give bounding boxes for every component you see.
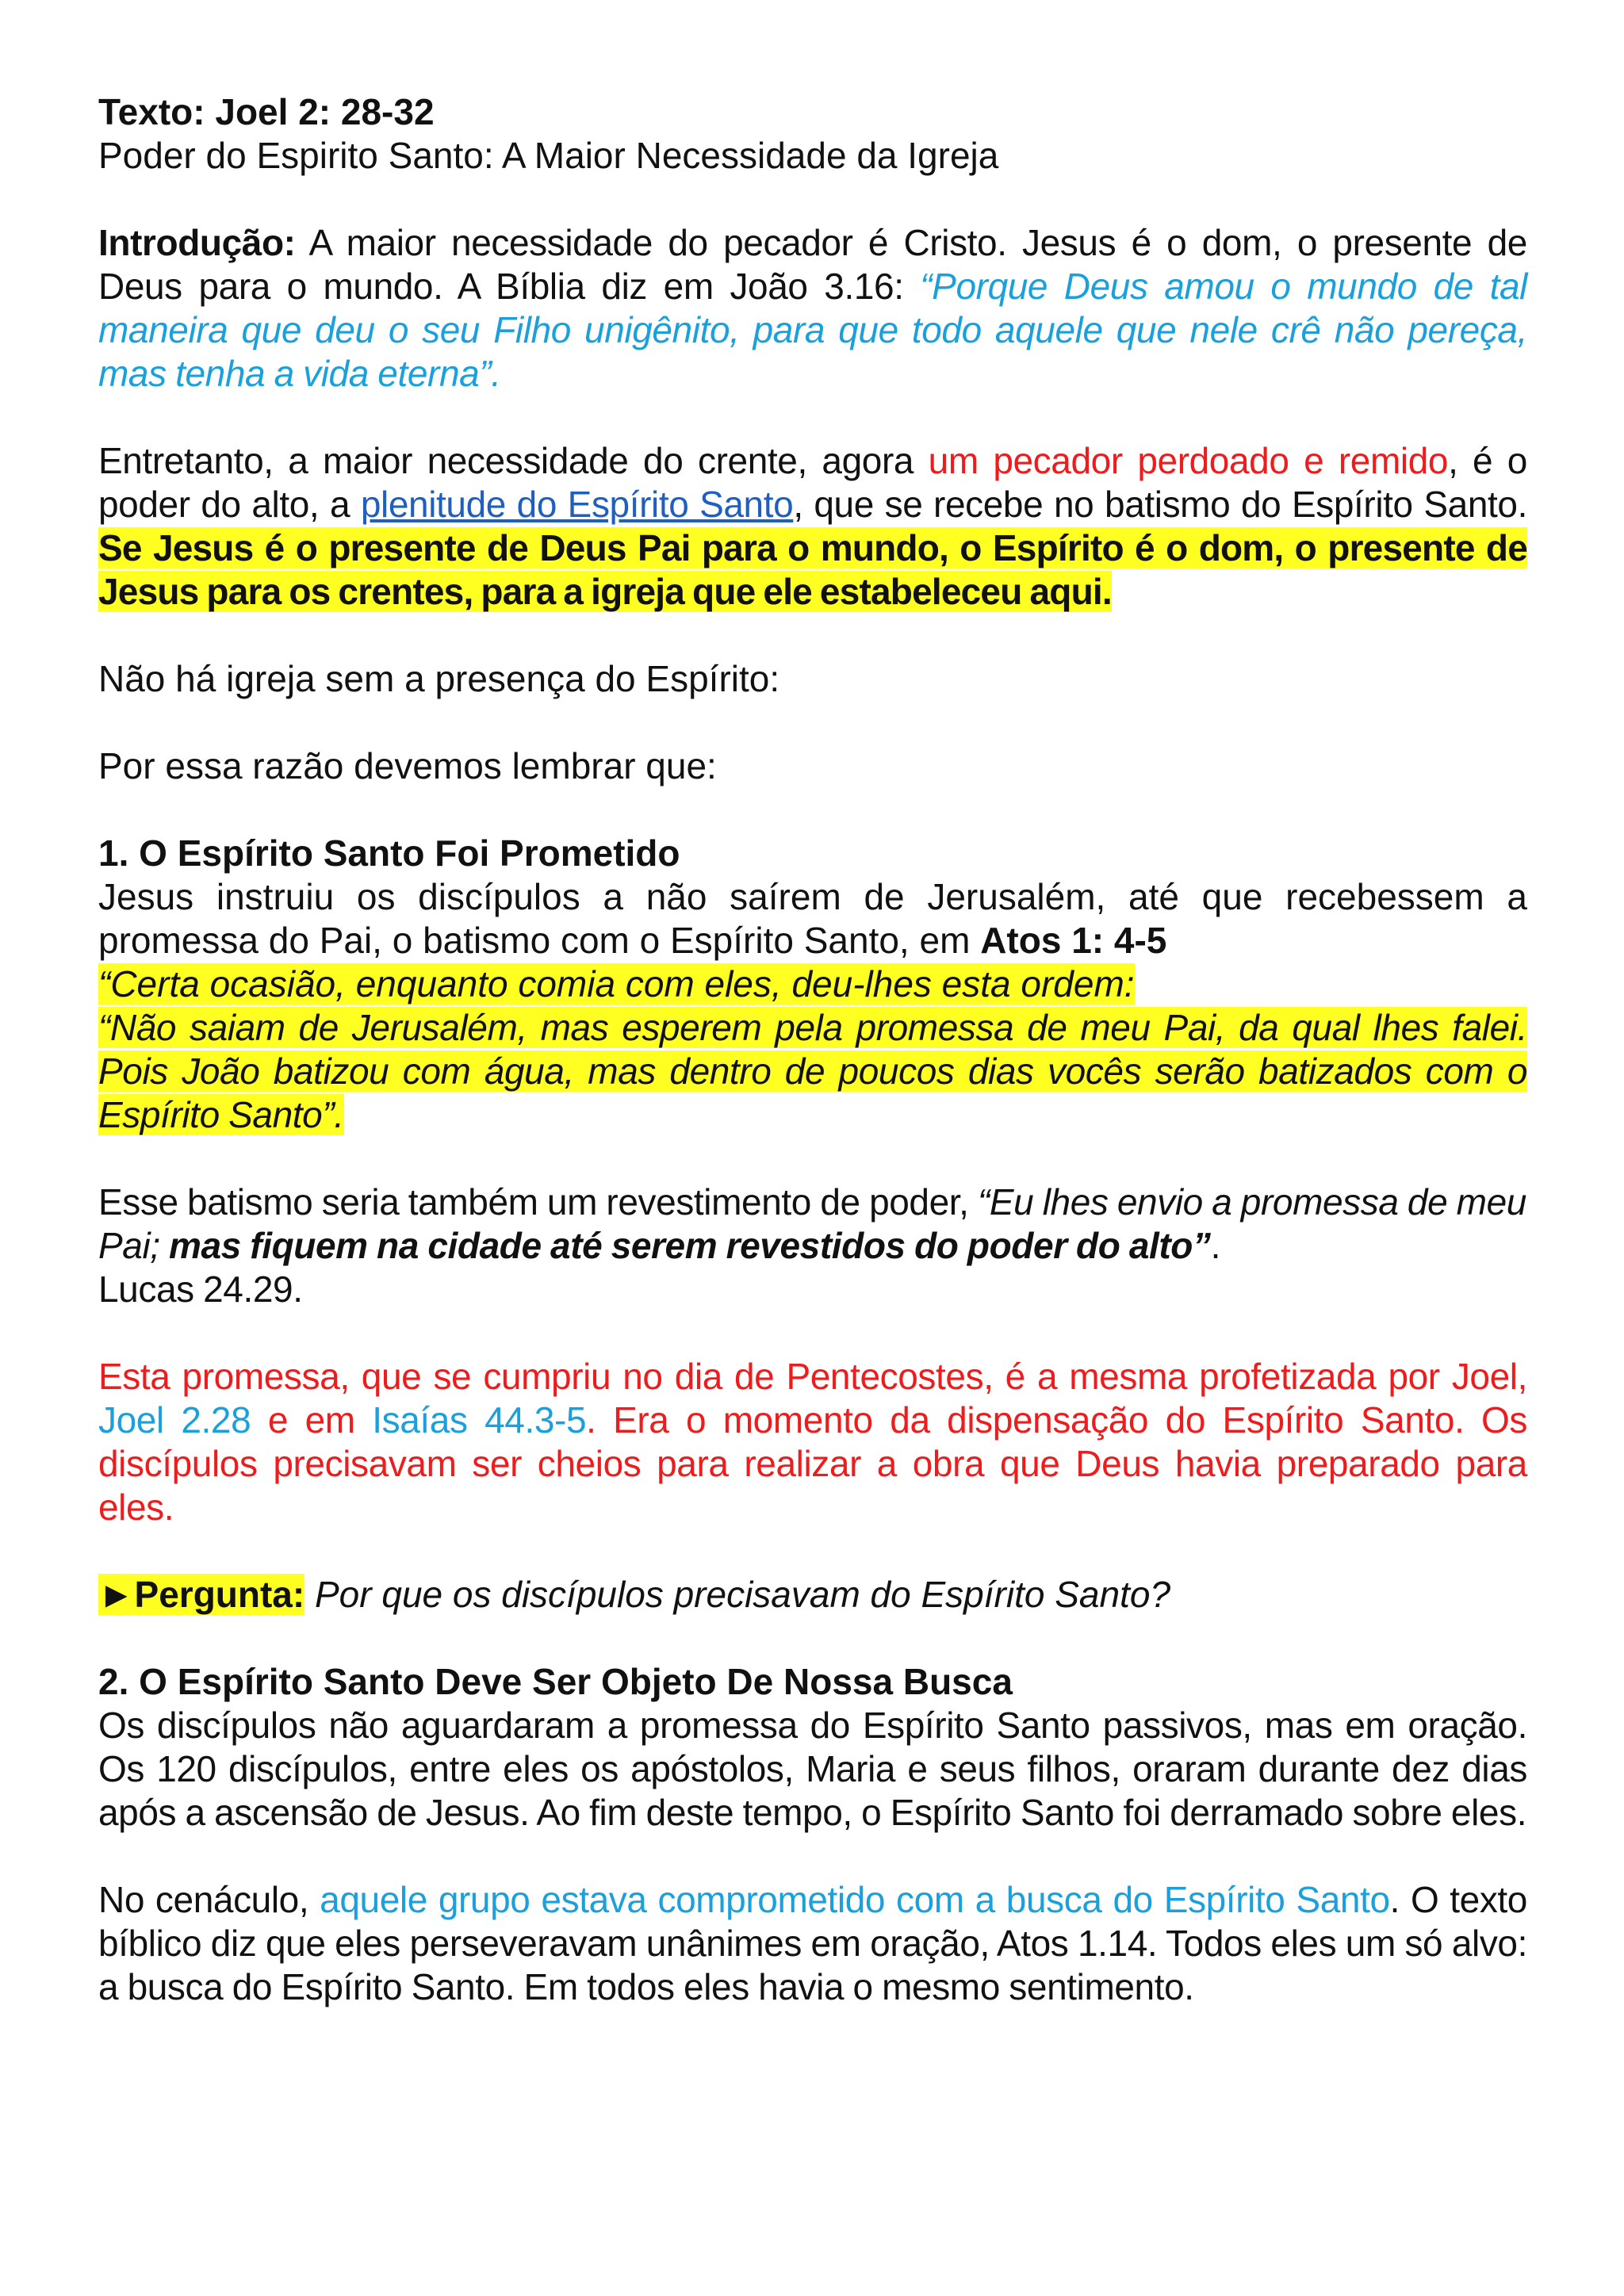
document-title: Texto: Joel 2: 28-32	[98, 91, 435, 132]
batismo-quote-bold: mas fiquem na cidade até serem revestidos do poder do alto”	[169, 1225, 1211, 1266]
promessa-text-2: e em	[251, 1399, 373, 1441]
cenaculo-text-2: . O texto bíblico diz que eles perseveravam unânimes em oração, Atos 1.14. Todos eles um só alvo: a busca do Espírito Santo. Em todos eles havia o mesmo sentimento.	[98, 1879, 1527, 2007]
promessa-paragraph	[98, 1355, 1527, 1529]
batismo-text: Esse batismo seria também um revestimento de poder,	[98, 1181, 978, 1223]
promessa-text-3: . Era o momento da dispensação do Espírito Santo. Os discípulos precisavam ser cheios para realizar a obra que Deus havia preparado para eles.	[98, 1399, 1527, 1528]
section-1-quote-line	[98, 962, 1527, 1006]
crente-text-3: , que se recebe no batismo do Espírito Santo.	[793, 484, 1527, 525]
document-page	[98, 90, 1527, 2009]
cenaculo-blue-text: aquele grupo estava comprometido com a busca do Espírito Santo	[320, 1879, 1390, 1920]
section-1-quote-block	[98, 1006, 1527, 1137]
joel-reference: Joel 2.28	[98, 1399, 251, 1441]
cenaculo-paragraph	[98, 1878, 1527, 2009]
no-church-line: Não há igreja sem a presença do Espírito:	[98, 658, 780, 699]
cenaculo-text-1: No cenáculo,	[98, 1879, 320, 1920]
intro-text: A maior necessidade do pecador é Cristo. Jesus é o dom, o presente de Deus para o mundo. A Bíblia diz em João 3.16:	[98, 222, 1527, 307]
reason-line: Por essa razão devemos lembrar que:	[98, 745, 717, 786]
batismo-end: .	[1210, 1225, 1220, 1266]
intro-quote: “Porque Deus amou o mundo de tal maneira que deu o seu Filho unigênito, para que todo aquele que nele crê não pereça, mas tenha a vida eterna”.	[98, 266, 1528, 394]
plenitude-link[interactable]: plenitude do Espírito Santo	[360, 484, 794, 525]
section-1-quote-2: “Não saiam de Jerusalém, mas esperem pela promessa de meu Pai, da qual lhes falei. Pois João batizou com água, mas dentro de poucos dias vocês serão batizados com o Espírito Santo”.	[98, 1007, 1527, 1135]
red-highlight-text: um pecador perdoado e remido	[928, 440, 1449, 481]
section-1-paragraph	[98, 875, 1527, 962]
document-subtitle: Poder do Espirito Santo: A Maior Necessidade da Igreja	[98, 135, 999, 176]
highlighted-statement: Se Jesus é o presente de Deus Pai para o mundo, o Espírito é o dom, o presente de Jesus para os crentes, para a igreja que ele estabeleceu aqui.	[98, 527, 1527, 612]
question-label: ►Pergunta:	[98, 1574, 305, 1615]
section-1-quote-1: “Certa ocasião, enquanto comia com eles, deu-lhes esta ordem:	[98, 963, 1135, 1004]
crente-text-2: , é o poder do alto, a	[98, 440, 1527, 525]
section-1-text: Jesus instruiu os discípulos a não saírem de Jerusalém, até que recebessem a promessa do Pai, o batismo com o Espírito Santo, em	[98, 876, 1527, 961]
crente-paragraph	[98, 439, 1527, 614]
question-text: Por que os discípulos precisavam do Espírito Santo?	[304, 1574, 1171, 1615]
intro-paragraph	[98, 221, 1527, 396]
intro-label: Introdução:	[98, 222, 296, 263]
crente-text-1: Entretanto, a maior necessidade do crente, agora	[98, 440, 929, 481]
batismo-paragraph	[98, 1181, 1527, 1311]
section-2-heading: 2. O Espírito Santo Deve Ser Objeto De Nossa Busca	[98, 1661, 1013, 1702]
lucas-reference: Lucas 24.29.	[98, 1269, 303, 1310]
section-1-heading: 1. O Espírito Santo Foi Prometido	[98, 832, 680, 874]
atos-reference: Atos 1: 4-5	[980, 920, 1167, 961]
isaias-reference: Isaías 44.3-5	[372, 1399, 587, 1441]
promessa-text-1: Esta promessa, que se cumpriu no dia de Pentecostes, é a mesma profetizada por Joel,	[98, 1356, 1527, 1397]
batismo-quote: “Eu lhes envio a promessa de meu Pai;	[98, 1181, 1526, 1266]
section-2-paragraph: Os discípulos não aguardaram a promessa do Espírito Santo passivos, mas em oração. Os 120 discípulos, entre eles os apóstolos, Maria e seus filhos, oraram durante dez dias após a ascensão de Jesus. Ao fim deste tempo, o Espírito Santo foi derramado sobre eles.	[98, 1705, 1527, 1833]
question-line	[98, 1573, 1527, 1617]
